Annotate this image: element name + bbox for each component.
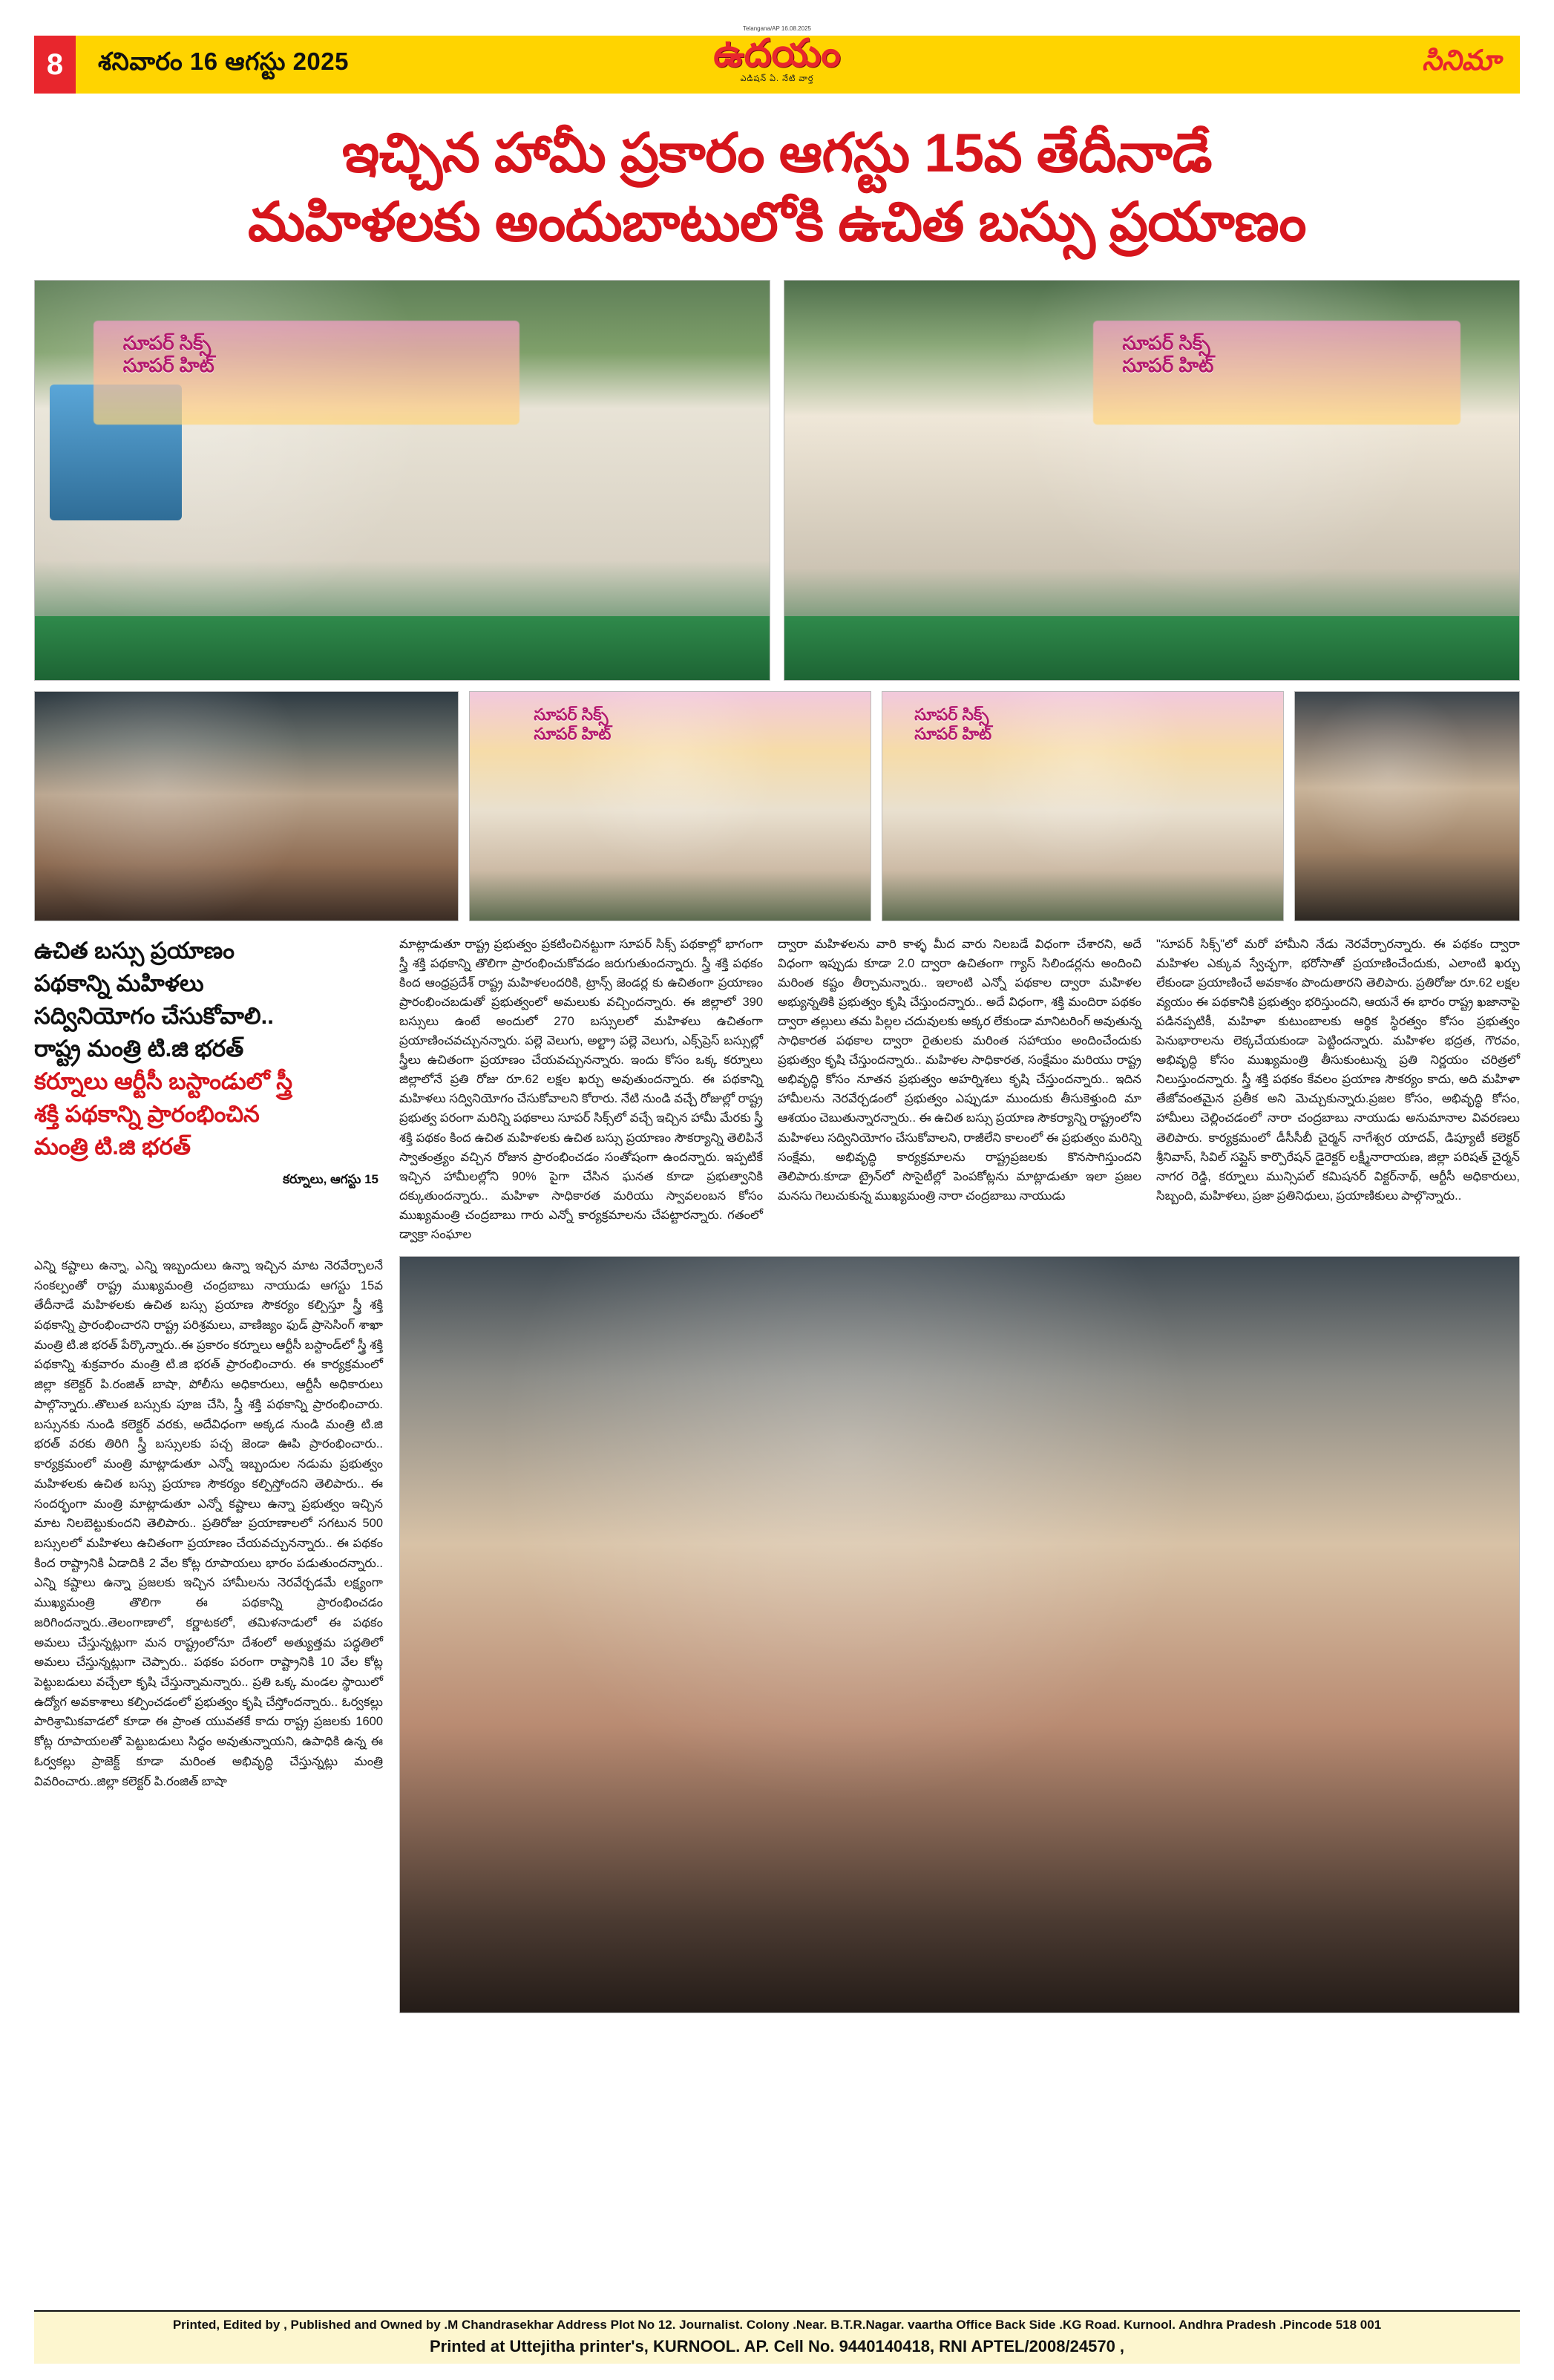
event-banner-text bbox=[123, 333, 214, 377]
dateline: కర్నూలు, ఆగస్టు 15 bbox=[283, 1171, 378, 1186]
text-columns bbox=[399, 935, 1520, 1244]
headline-line-1: ఇచ్చిన హామీ ప్రకారం ఆగస్టు 15వ తేదీనాడే bbox=[342, 123, 1212, 183]
photo-speaker-microphone bbox=[882, 691, 1284, 921]
article-column-1: మాట్లాడుతూ రాష్ట్ర ప్రభుత్వం ప్రకటించినట్టుగా సూపర్ సిక్స్ పథకాల్లో భాగంగా స్త్రీ శక్తి పథకాన్ని తొలిగా ప్రారంభించుకోవడం జరుగుతుందన్నారు. స్త్రీ శక్తి పథకం కింద ఆంధ్రప్రదేశ్ రాష్ట్ర మహిళలందరికి, ట్రాన్స్ జెండర్ల కు ఉచితంగా ప్రయాణం ప్రారంభించబడుతో ప్రభుత్వంలో అమలుకు వచ్చిందన్నారు. ఈ జిల్లాలో 390 బస్సులు ఉంటే అందులో 270 బస్సులలో మహిళలు ఉచితంగా ప్రయాణించవచ్చునన్నారు. పల్లె వెలుగు, అల్ట్రా పల్లె వెలుగు, ఎక్స్‌ప్రెస్ బస్సుల్లో స్త్రీలు ఉచితంగా ప్రయాణం చేయవచ్చునన్నారు. ఇందు కోసం ఒక్క కర్నూలు జిల్లాలోనే ప్రతి రోజు రూ.62 లక్షల ఖర్చు అవుతుందన్నారు. ఈ పథకాన్ని మహిళలు సద్వినియోగం చేసుకోవాలని కోరారు. నేటి నుండి వచ్చే రోజుల్లో రాష్ట్ర ప్రభుత్వ పరంగా మరిన్ని పథకాలు సూపర్ సిక్స్‌లో వచ్చే ఇచ్చిన హామీ మేరకు స్త్రీ శక్తి పథకం కింద ఉచిత మహిళలకు ఉచిత బస్సు ప్రయాణం సౌకర్యాన్ని తెలిపినే స్వాతంత్ర్యం వచ్చిన రోజున ప్రారంభించడం సంతోషంగా ఉందన్నారు. ఇప్పటికే ఇచ్చిన హామీలల్లోని 90% పైగా చేసిన ఘనత కూడా ప్రభుత్వానికి దక్కుతుందన్నారు.. మహిళా సాధికారత మరియు స్వావలంబన కోసం ముఖ్యమంత్రి చంద్రబాబు గారు ఎన్నో కార్యక్రమాలను చేపట్టారన్నారు. గతంలో డ్వాక్రా సంఘాల bbox=[399, 937, 763, 1241]
photo-group-dignitaries bbox=[784, 280, 1520, 681]
publication-logo: ఉదయం bbox=[713, 32, 841, 75]
article-body-top bbox=[34, 935, 1520, 1244]
banner-line-2: సూపర్ హిట్ bbox=[122, 353, 214, 376]
photo-lamp-lighting-ceremony bbox=[34, 280, 770, 681]
top-photo-row bbox=[34, 280, 1520, 681]
stage-carpet bbox=[784, 616, 1519, 680]
event-banner-text bbox=[914, 705, 991, 743]
newspaper-page bbox=[0, 25, 1554, 2380]
imprint-footer bbox=[34, 2310, 1520, 2364]
masthead-logo-block bbox=[666, 25, 888, 85]
lede-line-7: మంత్రి టి.జి భరత్ bbox=[34, 1133, 191, 1160]
article-body-bottom bbox=[34, 1256, 1520, 2013]
page-headline bbox=[34, 119, 1520, 258]
masthead-logo-tiny: Telangana/AP 16.08.2025 bbox=[743, 25, 811, 32]
lede-line-5: కర్నూలు ఆర్టీసీ బస్టాండులో స్త్రీ bbox=[34, 1068, 292, 1094]
event-banner-text bbox=[1122, 333, 1213, 377]
photo-officials-in-bus bbox=[1294, 691, 1520, 921]
masthead-date: శనివారం 16 ఆగస్టు 2025 bbox=[98, 48, 349, 75]
lede-line-1: ఉచిత బస్సు ప్రయాణం bbox=[34, 937, 235, 964]
page-number: 8 bbox=[34, 36, 76, 94]
article-column-3: "సూపర్ సిక్స్"లో మరో హామీని నేడు నెరవేర్చారన్నారు. ఈ పథకం ద్వారా మహిళల ఎక్కువ స్వేచ్ఛగా, భరోసాతో ప్రయాణించేందుకు, ఎలాంటి ఖర్చు లేకుండా ప్రయాణించే అవకాశం పొందుతారని తెలిపారు. ప్రతిరోజు రూ.62 లక్షల వ్యయం ఈ పథకానికి ప్రభుత్వం భరిస్తుందని, ఆయనే ఈ భారం రాష్ట్ర ఖజానాపై పడినప్పటికీ, మహిళా కుటుంబాలకు ఆర్థిక స్థిరత్వం కోసం ప్రభుత్వం పెనుభారాలను లెక్కచేయకుండా పెట్టిందన్నారు. మహిళల భద్రత, గౌరవం, అభివృద్ధి కోసం ముఖ్యమంత్రి తీసుకుంటున్న ప్రతి నిర్ణయం చరిత్రలో నిలుస్తుందన్నారు. స్త్రీ శక్తి పథకం కేవలం ప్రయాణ సౌకర్యం కాదు, అది మహిళా తేజోవంతమైన ప్రతీక అని మెచ్చుకున్నారు.ప్రజల కోసం, అభివృద్ధి కోసం, హామీలు చెల్లించడంలో నారా చంద్రబాబు నాయుడు అనుమానాల వివరణలు తెలిపారు. కార్యక్రమంలో డీసీసీబీ చైర్మన్ నాగేశ్వర యాదవ్, డిప్యూటీ కలెక్టర్ శ్రీనివాస్, సివిల్ సప్లైస్ కార్పొరేషన్ డైరెక్టర్ లక్ష్మీనారాయణ, జిల్లా పరిషత్ చైర్మన్ నాగర రెడ్డి, కర్నూలు మున్సిపల్ కమిషనర్ విక్టర్‌నాథ్, ఆర్టీసీ అధికారులు, సిబ్బంది, మహిళలు, ప్రజా ప్రతినిధులు, ప్రయాణికులు పాల్గొన్నారు.. bbox=[1156, 937, 1520, 1203]
lede-line-2: పథకాన్ని మహిళలు bbox=[34, 970, 204, 996]
masthead bbox=[34, 25, 1520, 94]
banner-line-1: సూపర్ సిక్స్ bbox=[914, 705, 989, 725]
event-banner-text bbox=[534, 705, 611, 743]
publication-logo-subtitle: ఎడిషన్ ఏ. నేటి వార్త bbox=[740, 73, 814, 83]
article-column-4: ఎన్ని కష్టాలు ఉన్నా, ఎన్ని ఇబ్బందులు ఉన్నా ఇచ్చిన మాట నెరవేర్చాలనే సంకల్పంతో రాష్ట్ర ముఖ్యమంత్రి చంద్రబాబు నాయుడు ఆగస్టు 15వ తేదీనాడే మహిళలకు ఉచిత బస్సు ప్రయాణ సౌకర్యం కల్పిస్తూ స్త్రీ శక్తి పథకాన్ని ప్రారంభించారని రాష్ట్ర పరిశ్రమలు, వాణిజ్యం ఫుడ్ ప్రాసెసింగ్ శాఖా మంత్రి టి.జి భరత్ పేర్కొన్నారు..ఈ ప్రకారం కర్నూలు ఆర్టీసీ బస్టాండ్‌లో స్త్రీ శక్తి పథకాన్ని శుక్రవారం మంత్రి టి.జి భరత్ ప్రారంభించారు. ఈ కార్యక్రమంలో జిల్లా కలెక్టర్ పి.రంజిత్ బాషా, పోలీసు అధికారులు, ఆర్టీసీ అధికారులు పాల్గొన్నారు..తొలుత బస్సుకు పూజ చేసి, స్త్రీ శక్తి పథకాన్ని ప్రారంభించారు. బస్సునకు నుండి కలెక్టర్ వరకు, అదేవిధంగా అక్కడ నుండి మంత్రి టి.జి భరత్ వరకు తిరిగి స్త్రీ బస్సులకు పచ్చ జెండా ఊపి ప్రారంభించారు.. కార్యక్రమంలో మంత్రి మాట్లాడుతూ ఎన్నో ఇబ్బందుల నడుమ ప్రభుత్వం మహిళలకు ఉచిత బస్సు ప్రయాణ సౌకర్యం కల్పిస్తోందని తెలిపారు.. ఈ సందర్భంగా మంత్రి మాట్లాడుతూ ఎన్నో కష్టాలు ఉన్నా ప్రభుత్వం ఇచ్చిన మాట నిలబెట్టుకుందని తెలిపారు.. ప్రతిరోజు ప్రయాణాలలో సగటున 500 బస్సులలో మహిళలు ఉచితంగా ప్రయాణం చేయవచ్చునన్నారు.. ఈ పథకం కింద రాష్ట్రానికి ఏడాదికి 2 వేల కోట్ల రూపాయలు భారం పడుతుందన్నారు.. ఎన్ని కష్టాలు ఉన్నా ప్రజలకు ఇచ్చిన హామీలను నెరవేర్చడమే లక్ష్యంగా ముఖ్యమంత్రి తొలిగా ఈ పథకాన్ని ప్రారంభించడం జరిగిందన్నారు..తెలంగాణాలో, కర్ణాటకలో, తమిళనాడులో ఈ పథకం అమలు చేస్తున్నట్లుగా మన రాష్ట్రంలోనూ దేశంలో అత్యుత్తమ పద్ధతిలో అమలు చేస్తున్నట్లుగా చెప్పారు.. పథకం పరంగా రాష్ట్రానికి 10 వేల కోట్ల పెట్టుబడులు వచ్చేలా కృషి చేస్తున్నామన్నారు.. ప్రతి ఒక్క మండల స్థాయిలో ఉద్యోగ అవకాశాలు కల్పించడంలో ప్రభుత్వం కృషి చేస్తోందన్నారు.. ఓర్వకల్లు పారిశ్రామికవాడలో కూడా ఈ ప్రాంత యువతకే కాదు రాష్ట్ర ప్రజలకు 1600 కోట్ల రూపాయలతో పెట్టుబడులు సిద్ధం అవుతున్నాయని, ఉపాధికి ఉన్న ఈ ఓర్వకల్లు ప్రాజెక్ట్ కూడా మరింత అభివృద్ధి చేస్తున్నట్లు మంత్రి వివరించారు..జిల్లా కలెక్టర్ పి.రంజిత్ బాషా bbox=[34, 1258, 383, 1788]
banner-line-2: సూపర్ హిట్ bbox=[1122, 353, 1214, 376]
banner-line-1: సూపర్ సిక్స్ bbox=[122, 331, 212, 354]
photo-women-passengers bbox=[34, 691, 459, 921]
banner-line-1: సూపర్ సిక్స్ bbox=[1122, 331, 1210, 354]
lede-line-3: సద్వినియోగం చేసుకోవాలి.. bbox=[34, 1002, 274, 1029]
photo-minister-speaking bbox=[469, 691, 871, 921]
lede-text bbox=[34, 935, 383, 1163]
stage-carpet bbox=[35, 616, 770, 680]
banner-line-2: సూపర్ హిట్ bbox=[534, 724, 612, 743]
article-column-2: ద్వారా మహిళలను వారి కాళ్ళ మీద వారు నిలబడే విధంగా చేశారని, అదే విధంగా ఇప్పుడు కూడా 2.0 ద్వారా ఉచితంగా గ్యాస్ సిలిండర్లను అందించి మరింత కష్టం తీర్చామన్నారు.. ఇలాంటి ఎన్నో పథకాల ద్వారా మహిళల అభ్యున్నతికి ప్రభుత్వం కృషి చేస్తుందన్నారు.. అదే విధంగా, శక్తి మందిరా పథకం ద్వారా తల్లులు తమ పిల్లల చదువులకు అక్కర లేకుండా మానిటరింగ్ అవుతున్న సాధికారత పథకాల ద్వారా రైతులకు మరింత సహాయం అందించేందుకు ప్రభుత్వం కృషి చేస్తుందన్నారు.. మహిళల సాధికారత, సంక్షేమం మరియు రాష్ట్ర అభివృద్ధి కోసం నూతన ప్రభుత్వం అహర్నిశలు కృషి చేస్తుందన్నారు.. ఇదిన హామీలను నెరవేర్చడంలో ప్రభుత్వం ఎప్పుడూ ముందుకు తీసుకెళ్తుంది మా ఆశయం చెబుతున్నారన్నారు.. ఈ ఉచిత బస్సు ప్రయాణ సౌకర్యాన్ని రాష్ట్రంలోని మహిళలు సద్వినియోగం చేసుకోవాలని, రాజీలేని కాలంలో ఈ ప్రభుత్వం మరిన్ని సంక్షేమ, అభివృద్ధి కార్యక్రమాలను రాష్ట్రప్రజలకు కొనసాగిస్తుందని తెలిపారు.కూడా ట్రైన్‌లో సొసైటీల్లో పెంపకోట్లను మాట్లాడుతూ ఇలా ప్రజల మనసు గెలుచుకున్న ముఖ్యమంత్రి నారా చంద్రబాబు నాయుడు bbox=[778, 937, 1141, 1203]
photo-women-zero-ticket bbox=[399, 1256, 1520, 2013]
section-label: సినిమా bbox=[1422, 45, 1501, 76]
banner-line-2: సూపర్ హిట్ bbox=[914, 724, 992, 743]
lede-line-4: రాష్ట్ర మంత్రి టి.జి భరత్ bbox=[34, 1035, 244, 1062]
banner-line-1: సూపర్ సిక్స్ bbox=[534, 705, 609, 725]
lede-column bbox=[34, 935, 383, 1244]
middle-photo-row bbox=[34, 691, 1520, 921]
imprint-line-1: Printed, Edited by , Published and Owned by .M Chandrasekhar Address Plot No 12. Journalist. Colony .Near. B.T.R.Nagar. vaartha Office Back Side .KG Road. Kurnool. Andhra Pradesh .Pincode 518 001 bbox=[172, 2318, 1382, 2332]
imprint-line-2: Printed at Uttejitha printer's, KURNOOL. AP. Cell No. 9440140418, RNI APTEL/2008/24570 , bbox=[429, 2337, 1125, 2356]
headline-line-2: మహిళలకు అందుబాటులోకి ఉచిత బస్సు ప్రయాణం bbox=[247, 192, 1307, 253]
lede-line-6: శక్తి పథకాన్ని ప్రారంభించిన bbox=[34, 1100, 260, 1127]
